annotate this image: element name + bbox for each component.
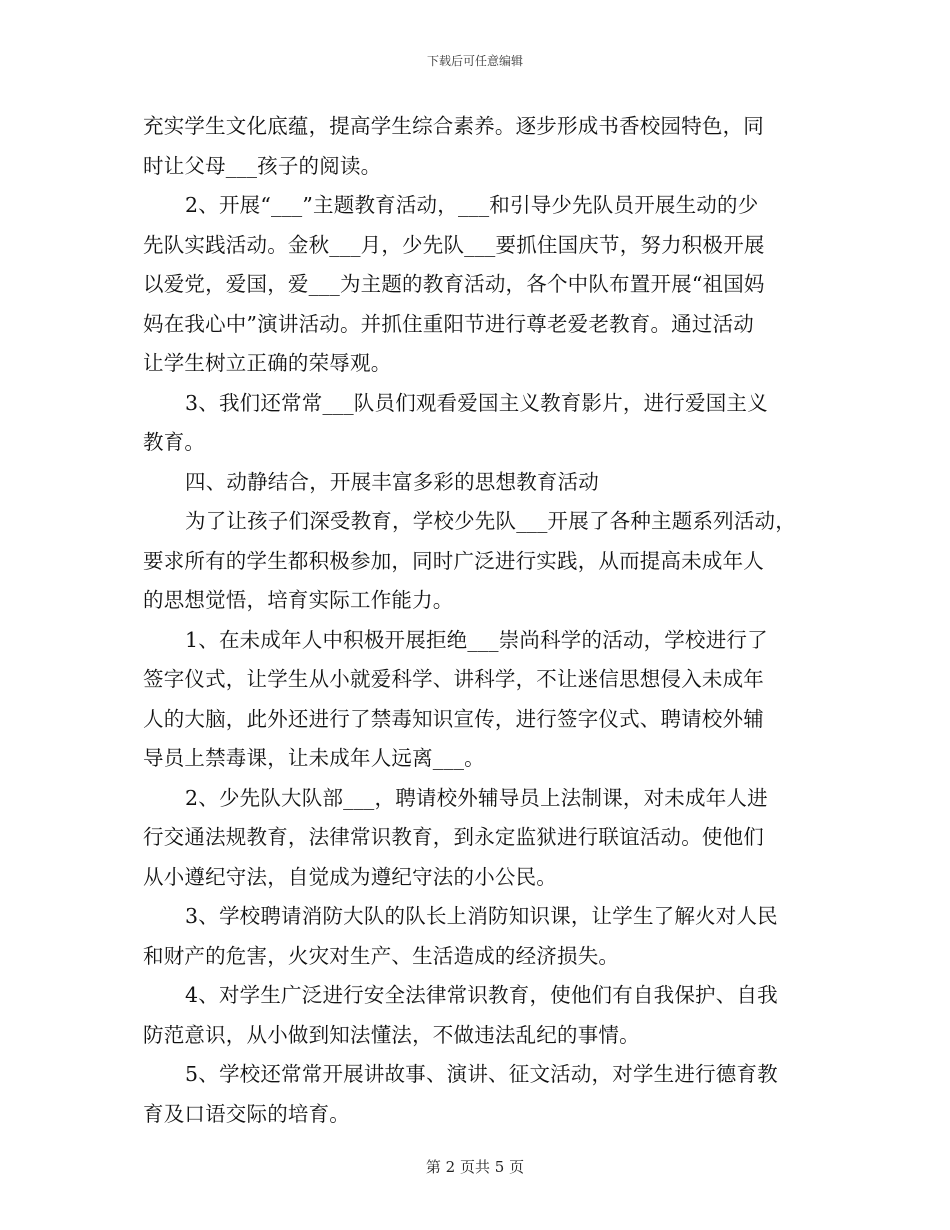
text-line: 充实学生文化底蕴，提高学生综合素养。逐步形成书香校园特色，同 <box>143 114 764 138</box>
text-line: 教育。 <box>143 430 206 454</box>
text-line: 育及口语交际的培育。 <box>143 1101 350 1126</box>
text-line: 5、学校还常常开展讲故事、演讲、征文活动，对学生进行德育教 <box>185 1062 778 1086</box>
text-line: 行交通法规教育，法律常识教育，到永定监狱进行联谊活动。使他们 <box>143 825 764 849</box>
text-line: 要求所有的学生都积极参加，同时广泛进行实践，从而提高未成年人 <box>143 548 764 573</box>
page-header: 下载后可任意编辑 <box>426 54 523 68</box>
text-line: 1、在未成年人中积极开展拒绝___崇尚科学的活动，学校进行了 <box>185 627 768 652</box>
text-line: 以爱党，爱国，爱___为主题的教育活动，各个中队布置开展“祖国妈 <box>143 272 765 296</box>
text-line: 防范意识，从小做到知法懂法，不做违法乱纪的事情。 <box>143 1022 640 1047</box>
text-line: 时让父母___孩子的阅读。 <box>143 153 382 178</box>
text-line: 从小遵纪守法，自觉成为遵纪守法的小公民。 <box>143 864 557 889</box>
text-line: 和财产的危害，火灾对生产、生活造成的经济损失。 <box>143 943 620 968</box>
text-line: 为了让孩子们深受教育，学校少先队___开展了各种主题系列活动， <box>185 509 796 533</box>
text-line: 3、学校聘请消防大队的队长上消防知识课，让学生了解火对人民 <box>185 904 778 928</box>
text-line: 让学生树立正确的荣辱观。 <box>143 351 392 375</box>
text-line: 签字仪式，让学生从小就爱科学、讲科学，不让迷信思想侵入未成年 <box>143 667 764 691</box>
text-line: 人的大脑，此外还进行了禁毒知识宣传，进行签字仪式、聘请校外辅 <box>143 706 764 731</box>
page-number: 第 2 页共 5 页 <box>425 1158 525 1176</box>
text-line: 4、对学生广泛进行安全法律常识教育，使他们有自我保护、自我 <box>185 983 778 1007</box>
text-line: 先队实践活动。金秋___月，少先队___要抓住国庆节，努力积极开展 <box>143 232 765 257</box>
text-line: 2、开展“___”主题教育活动，___和引导少先队员开展生动的少 <box>185 193 759 217</box>
text-line: 妈在我心中”演讲活动。并抓住重阳节进行尊老爱老教育。通过活动 <box>143 311 754 336</box>
text-line: 2、少先队大队部___，聘请校外辅导员上法制课，对未成年人进 <box>185 785 768 810</box>
text-line: 导员上禁毒课，让未成年人远离___。 <box>143 746 485 770</box>
text-line: 的思想觉悟，培育实际工作能力。 <box>143 588 454 612</box>
text-line: 3、我们还常常___队员们观看爱国主义教育影片，进行爱国主义 <box>185 390 768 415</box>
text-line: 四、动静结合，开展丰富多彩的思想教育活动 <box>185 469 599 494</box>
document-body <box>143 107 808 1134</box>
